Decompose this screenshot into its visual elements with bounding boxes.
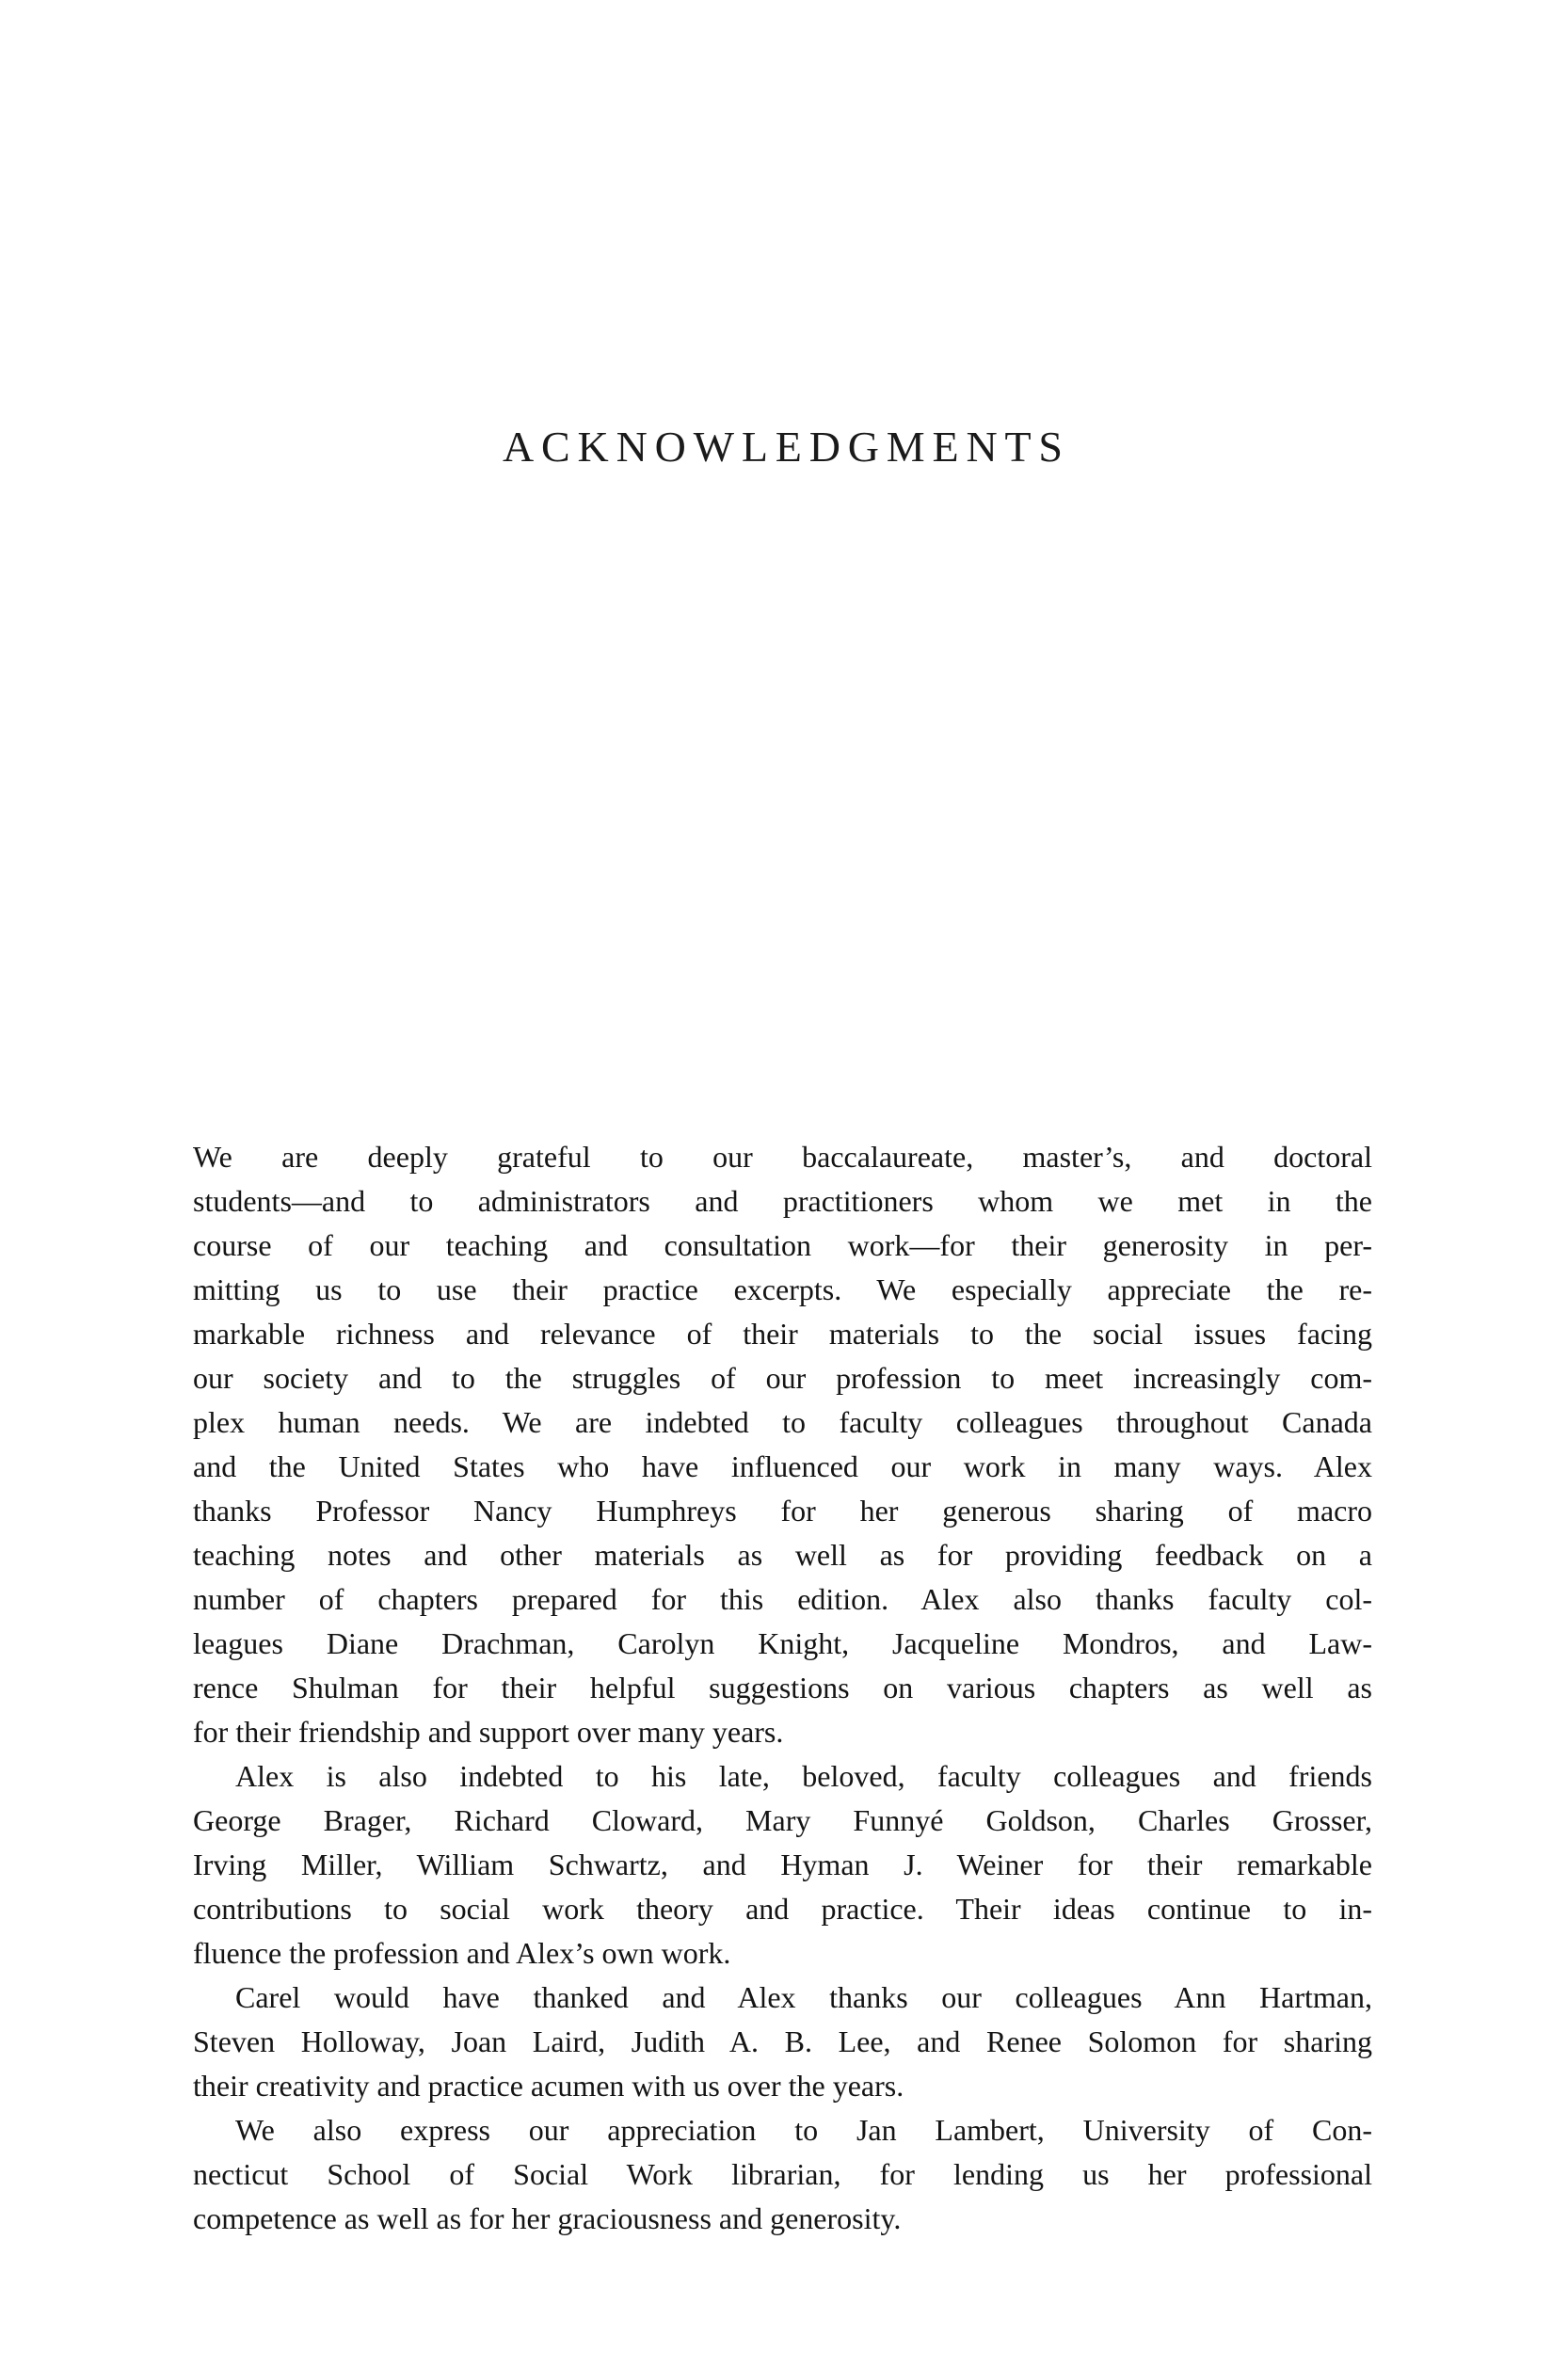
paragraph: [193, 1976, 1372, 2108]
paragraph: [193, 2108, 1372, 2241]
text-line: markable richness and relevance of their materials to the social issues facing: [193, 1317, 1372, 1351]
text-line: mitting us to use their practice excerpts. We especially appreciate the re-: [193, 1272, 1372, 1306]
text-line: Steven Holloway, Joan Laird, Judith A. B. Lee, and Renee Solomon for sharing: [193, 2024, 1372, 2058]
text-line: course of our teaching and consultation work—for their generosity in per-: [193, 1228, 1372, 1262]
text-line: necticut School of Social Work librarian, for lending us her professional: [193, 2157, 1372, 2191]
text-line: fluence the profession and Alex’s own work.: [193, 1936, 731, 1970]
text-line: students—and to administrators and practitioners whom we met in the: [193, 1184, 1372, 1218]
text-line: leagues Diane Drachman, Carolyn Knight, Jacqueline Mondros, and Law-: [193, 1626, 1372, 1660]
text-line: Irving Miller, William Schwartz, and Hyman J. Weiner for their remarkable: [193, 1848, 1372, 1881]
text-line: contributions to social work theory and practice. Their ideas continue to in-: [193, 1892, 1372, 1926]
text-line: Alex is also indebted to his late, beloved, faculty colleagues and friends: [235, 1759, 1372, 1793]
text-line: their creativity and practice acumen with us over the years.: [193, 2069, 904, 2103]
text-line: thanks Professor Nancy Humphreys for her generous sharing of macro: [193, 1494, 1372, 1528]
text-line: competence as well as for her graciousness and generosity.: [193, 2201, 902, 2235]
acknowledgments-text: [193, 1135, 1372, 2241]
paragraph: [193, 1135, 1372, 1754]
text-line: teaching notes and other materials as well as for providing feedback on a: [193, 1538, 1372, 1572]
page-title: ACKNOWLEDGMENTS: [502, 423, 1070, 471]
text-line: plex human needs. We are indebted to faculty colleagues throughout Canada: [193, 1405, 1372, 1439]
paragraph: [193, 1754, 1372, 1976]
text-line: for their friendship and support over many years.: [193, 1715, 784, 1749]
text-line: We also express our appreciation to Jan Lambert, University of Con-: [235, 2113, 1372, 2147]
text-line: Carel would have thanked and Alex thanks our colleagues Ann Hartman,: [235, 1980, 1372, 2014]
text-line: our society and to the struggles of our profession to meet increasingly com-: [193, 1361, 1372, 1395]
text-line: number of chapters prepared for this edition. Alex also thanks faculty col-: [193, 1582, 1372, 1616]
text-line: George Brager, Richard Cloward, Mary Funnyé Goldson, Charles Grosser,: [193, 1803, 1372, 1837]
text-line: rence Shulman for their helpful suggestions on various chapters as well as: [193, 1671, 1372, 1704]
text-line: and the United States who have influenced our work in many ways. Alex: [193, 1449, 1372, 1483]
text-line: We are deeply grateful to our baccalaureate, master’s, and doctoral: [193, 1140, 1372, 1174]
